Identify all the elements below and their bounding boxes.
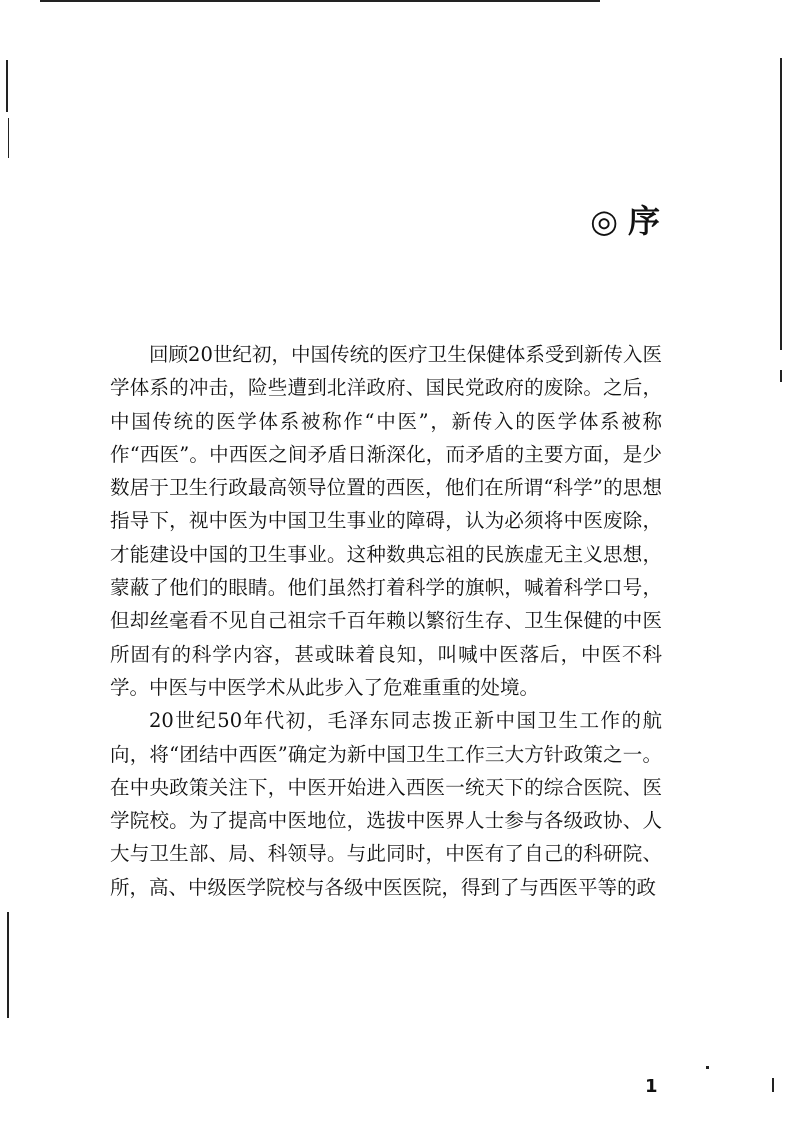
scan-mark-right-bottom	[772, 1078, 774, 1092]
scan-dot	[706, 1066, 709, 1069]
scan-mark-left-mid	[8, 118, 9, 158]
body-text	[110, 338, 662, 904]
scan-mark-left-top	[6, 60, 8, 112]
paragraph-2: 20世纪50年代初，毛泽东同志拨正新中国卫生工作的航向，将“团结中西医”确定为新中国卫生工作三大方针政策之一。在中央政策关注下，中医开始进入西医一统天下的综合医院、医学院校。为了提高中医地位，选拔中医界人士参与各级政协、人大与卫生部、局、科领导。与此同时，中医有了自己的科研院、所，高、中级医学院校与各级中医医院，得到了与西医平等的政	[110, 709, 662, 899]
double-circle-icon: ◎	[590, 202, 620, 240]
scan-mark-right-dash	[780, 370, 782, 382]
page-title	[590, 196, 662, 242]
scan-mark-right-top	[780, 58, 782, 350]
scan-mark-left-bottom	[7, 912, 9, 1018]
top-rule	[40, 0, 600, 2]
heading-text: 序	[627, 202, 662, 240]
page-number: 1	[645, 1076, 658, 1097]
paragraph-1: 回顾20世纪初，中国传统的医疗卫生保健体系受到新传入医学体系的冲击，险些遭到北洋政府、国民党政府的废除。之后，中国传统的医学体系被称作“中医”，新传入的医学体系被称作“西医”。中西医之间矛盾日渐深化，而矛盾的主要方面，是少数居于卫生行政最高领导位置的西医，他们在所谓“科学”的思想指导下，视中医为中国卫生事业的障碍，认为必须将中医废除，才能建设中国的卫生事业。这种数典忘祖的民族虚无主义思想，蒙蔽了他们的眼睛。他们虽然打着科学的旗帜，喊着科学口号，但却丝毫看不见自己祖宗千百年赖以繁衍生存、卫生保健的中医所固有的科学内容，甚或昧着良知，叫喊中医落后，中医不科学。中医与中医学术从此步入了危难重重的处境。	[110, 343, 662, 699]
